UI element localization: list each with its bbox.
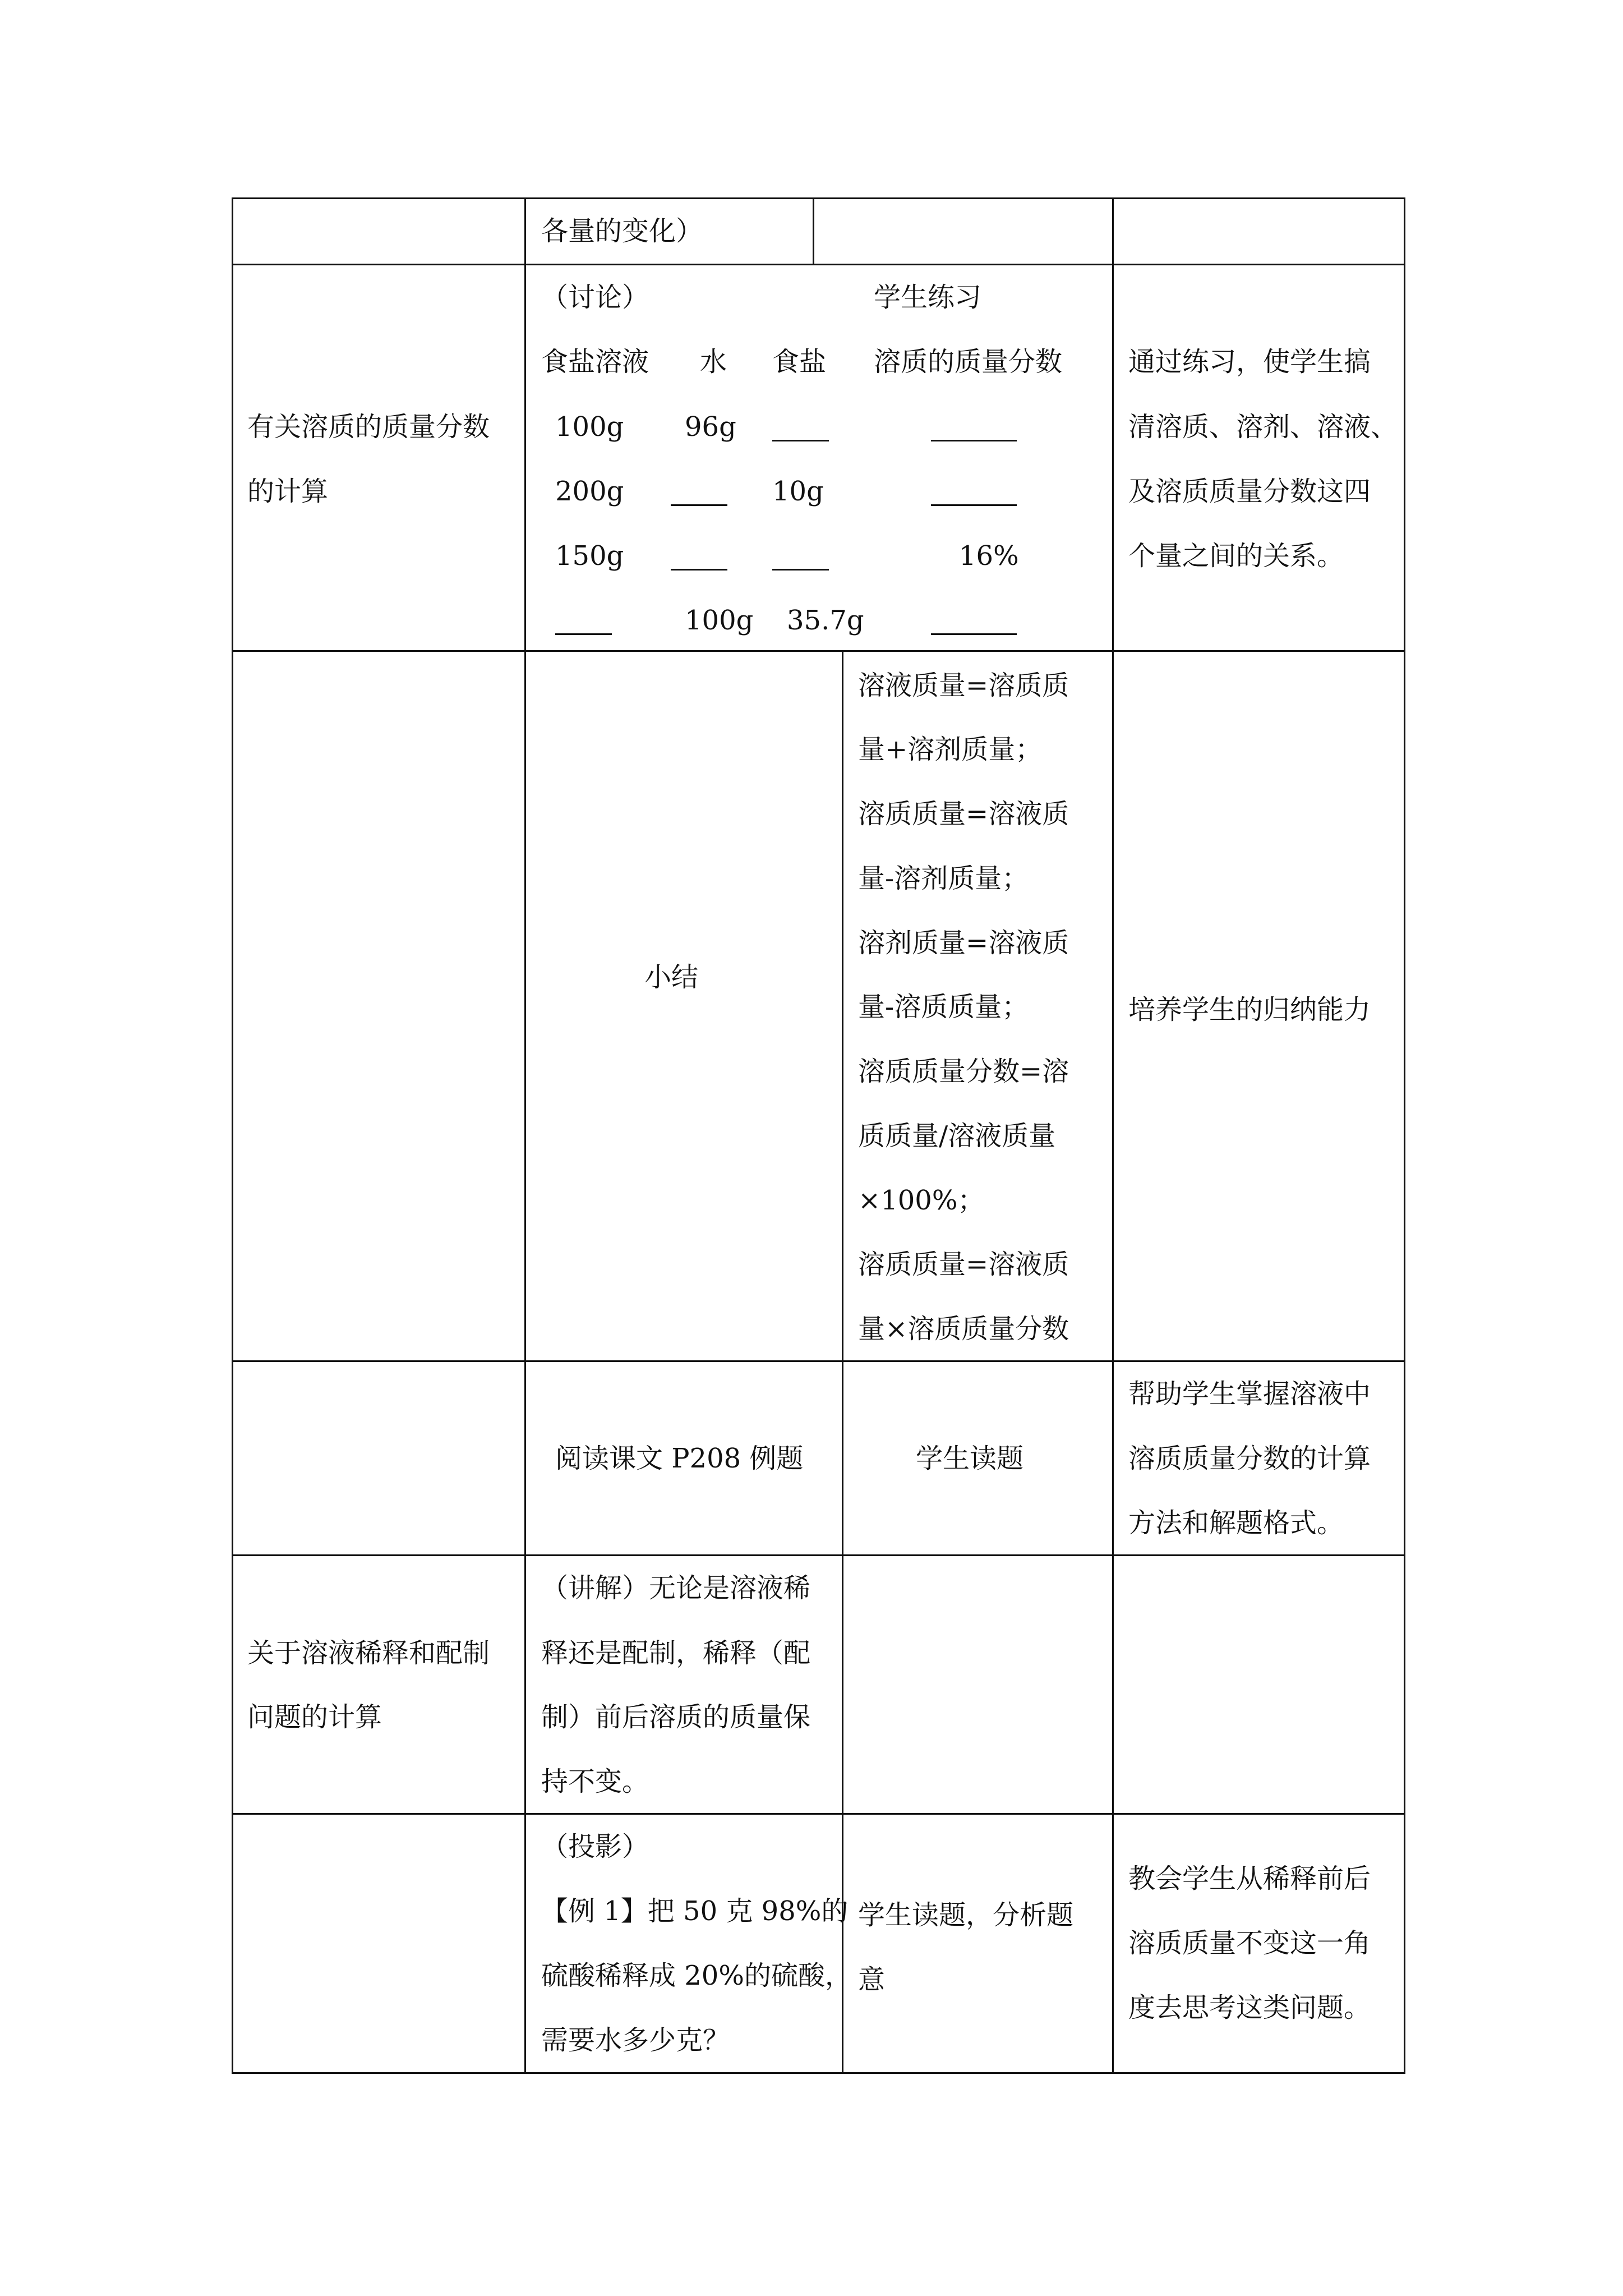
formula-line-7: 溶质质量分数=溶 xyxy=(858,1056,1069,1087)
summary-title: 小结 xyxy=(644,961,699,993)
formula-line-1: 溶液质量=溶质质 xyxy=(858,670,1069,701)
ex1-water: 96g xyxy=(685,411,736,443)
col-divider-3 xyxy=(1112,197,1114,2074)
formula-line-11: 量×溶质质量分数 xyxy=(858,1313,1069,1345)
row1-activity-text: 各量的变化） xyxy=(541,215,703,247)
ex1-fraction-blank xyxy=(931,440,1017,441)
row6-student-line2: 意 xyxy=(858,1964,886,1995)
row2-purpose-line1: 通过练习，使学生搞 xyxy=(1128,346,1371,378)
row6-purpose-line1: 教会学生从稀释前后 xyxy=(1128,1863,1371,1894)
row2-purpose-line2: 清溶质、溶剂、溶液、 xyxy=(1128,411,1398,443)
ex2-salt: 10g xyxy=(772,476,824,507)
formula-line-3: 溶质质量=溶液质 xyxy=(858,798,1069,830)
formula-line-8: 质质量/溶液质量 xyxy=(858,1120,1056,1152)
row5-teacher-line4: 持不变。 xyxy=(541,1766,649,1797)
row6-teacher-line3: 硫酸稀释成 20%的硫酸， xyxy=(541,1960,852,1991)
col-divider-2-lower xyxy=(842,650,843,2074)
row-divider-3 xyxy=(232,1360,1405,1362)
row4-student-text: 学生读题 xyxy=(916,1443,1024,1474)
header-salt: 食盐 xyxy=(772,346,827,378)
formula-line-6: 量-溶质质量； xyxy=(858,991,1029,1023)
ex4-solution-blank xyxy=(555,633,612,635)
ex2-water-blank xyxy=(671,504,727,506)
ex3-solution: 150g xyxy=(555,540,624,572)
row-divider-1 xyxy=(232,264,1405,265)
discussion-label: （讨论） xyxy=(541,282,649,313)
row-divider-5 xyxy=(232,1813,1405,1815)
row-divider-2 xyxy=(232,650,1405,652)
formula-line-9: ×100%； xyxy=(858,1185,985,1216)
row2-purpose-line4: 个量之间的关系。 xyxy=(1128,540,1344,572)
header-solution: 食盐溶液 xyxy=(541,346,649,378)
student-practice-label: 学生练习 xyxy=(874,282,982,313)
col-divider-2-row1 xyxy=(813,197,814,265)
ex2-solution: 200g xyxy=(555,476,624,507)
row2-purpose-line3: 及溶质质量分数这四 xyxy=(1128,476,1371,507)
summary-purpose: 培养学生的归纳能力 xyxy=(1128,994,1371,1025)
ex4-salt: 35.7g xyxy=(787,605,864,636)
row6-teacher-line2: 【例 1】把 50 克 98%的 xyxy=(541,1895,849,1927)
table-border-top xyxy=(232,197,1405,199)
ex1-solution: 100g xyxy=(555,411,624,443)
header-mass-fraction: 溶质的质量分数 xyxy=(874,346,1063,378)
row5-teacher-line1: （讲解）无论是溶液稀 xyxy=(541,1572,811,1604)
row4-purpose-line2: 溶质质量分数的计算 xyxy=(1128,1443,1371,1474)
row2-topic-line1: 有关溶质的质量分数 xyxy=(247,411,490,443)
ex3-water-blank xyxy=(671,569,727,570)
row2-topic-line2: 的计算 xyxy=(247,476,329,507)
row6-student-line1: 学生读题，分析题 xyxy=(858,1899,1074,1931)
header-water: 水 xyxy=(700,346,727,378)
ex4-fraction-blank xyxy=(931,633,1017,635)
row-divider-4 xyxy=(232,1554,1405,1556)
table-border-left xyxy=(232,197,233,2074)
row4-teacher-text: 阅读课文 P208 例题 xyxy=(555,1443,804,1474)
row6-purpose-line2: 溶质质量不变这一角 xyxy=(1128,1927,1371,1959)
row5-teacher-line2: 释还是配制，稀释（配 xyxy=(541,1637,811,1669)
row5-topic-line2: 问题的计算 xyxy=(247,1701,382,1733)
ex1-salt-blank xyxy=(772,440,829,441)
ex4-water: 100g xyxy=(685,605,754,636)
col-divider-1 xyxy=(524,197,526,2074)
row5-teacher-line3: 制）前后溶质的质量保 xyxy=(541,1701,811,1733)
ex3-salt-blank xyxy=(772,569,829,570)
formula-line-4: 量-溶剂质量； xyxy=(858,863,1029,894)
row6-teacher-line1: （投影） xyxy=(541,1831,649,1862)
row5-topic-line1: 关于溶液稀释和配制 xyxy=(247,1637,490,1669)
formula-line-10: 溶质质量=溶液质 xyxy=(858,1249,1069,1280)
row6-purpose-line3: 度去思考这类问题。 xyxy=(1128,1992,1371,2023)
formula-line-2: 量+溶剂质量； xyxy=(858,734,1043,765)
ex2-fraction-blank xyxy=(931,504,1017,506)
row4-purpose-line3: 方法和解题格式。 xyxy=(1128,1507,1344,1539)
ex3-fraction: 16% xyxy=(959,540,1019,572)
table-border-right xyxy=(1404,197,1405,2074)
formula-line-5: 溶剂质量=溶液质 xyxy=(858,927,1069,959)
row6-teacher-line4: 需要水多少克？ xyxy=(541,2024,730,2056)
table-border-bottom xyxy=(232,2072,1405,2074)
row4-purpose-line1: 帮助学生掌握溶液中 xyxy=(1128,1378,1371,1410)
